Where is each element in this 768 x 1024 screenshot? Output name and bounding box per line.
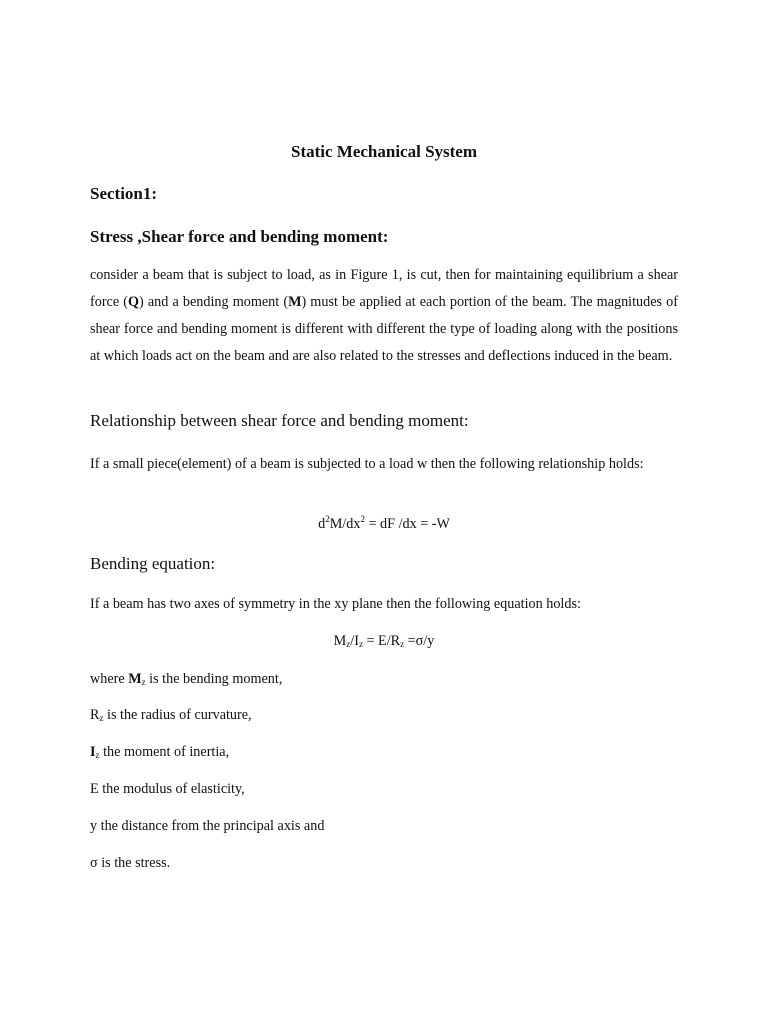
def3-symbol: I xyxy=(90,744,96,760)
definition-bending-moment xyxy=(90,671,678,688)
eq1-rest: = dF /dx = -W xyxy=(364,516,450,532)
eq1-d: d xyxy=(318,516,326,532)
eq2-mid: = E/R xyxy=(362,633,401,649)
paragraph-intro-text-3: ) must be applied at each portion of the beam. The magnitudes of shear force and bending moment is different with different the type of loading along with the positions at which loads act on the beam and are also related to the stresses and deflections induced in the beam. xyxy=(90,294,678,365)
eq2-m: M xyxy=(333,633,347,649)
definition-distance: y the distance from the principal axis and xyxy=(90,818,325,834)
def3-text: the moment of inertia, xyxy=(99,744,230,760)
eq2-sub3: z xyxy=(400,639,405,649)
paragraph-intro-text-2: ) and a bending moment ( xyxy=(139,294,289,311)
eq2-sub1: z xyxy=(346,639,351,649)
def1-sub: z xyxy=(141,677,146,687)
equation-bending xyxy=(0,633,768,650)
eq1-sup2: 2 xyxy=(360,514,365,524)
eq2-rest: =σ/y xyxy=(404,633,435,649)
eq2-sub2: z xyxy=(358,639,363,649)
heading-bending-equation: Bending equation: xyxy=(90,554,216,573)
definition-stress: σ is the stress. xyxy=(90,855,171,871)
def2-text: is the radius of curvature, xyxy=(103,707,252,723)
def2-sub: z xyxy=(99,713,104,723)
heading-relationship: Relationship between shear force and bending moment: xyxy=(90,411,469,430)
def3-sub: z xyxy=(95,750,100,760)
heading-stress-shear-bending: Stress ,Shear force and bending moment: xyxy=(90,227,389,246)
document-title: Static Mechanical System xyxy=(290,142,478,161)
definition-elasticity: E the modulus of elasticity, xyxy=(90,781,245,797)
symbol-q: Q xyxy=(127,294,140,311)
paragraph-intro xyxy=(90,262,678,370)
paragraph-bending: If a beam has two axes of symmetry in the xy plane then the following equation holds: xyxy=(90,596,581,612)
eq2-slash-i: /I xyxy=(350,633,359,649)
paragraph-intro-text-1: consider a beam that is subject to load, as in Figure 1, is cut, then for maintaining equilibrium a shear force ( xyxy=(90,267,678,311)
eq1-sup1: 2 xyxy=(325,514,330,524)
definition-inertia xyxy=(90,744,678,761)
def1-text: is the bending moment, xyxy=(145,671,283,687)
equation-shear-moment xyxy=(0,516,768,533)
paragraph-relationship: If a small piece(element) of a beam is subjected to a load w then the following relationship holds: xyxy=(90,456,644,472)
def1-symbol: M xyxy=(128,671,142,687)
definition-radius xyxy=(90,707,678,724)
def2-symbol: R xyxy=(90,707,100,723)
eq1-mid: M/dx xyxy=(329,516,361,532)
section-label: Section1: xyxy=(90,184,158,203)
symbol-m: M xyxy=(288,294,302,311)
def1-prefix: where xyxy=(90,671,129,687)
